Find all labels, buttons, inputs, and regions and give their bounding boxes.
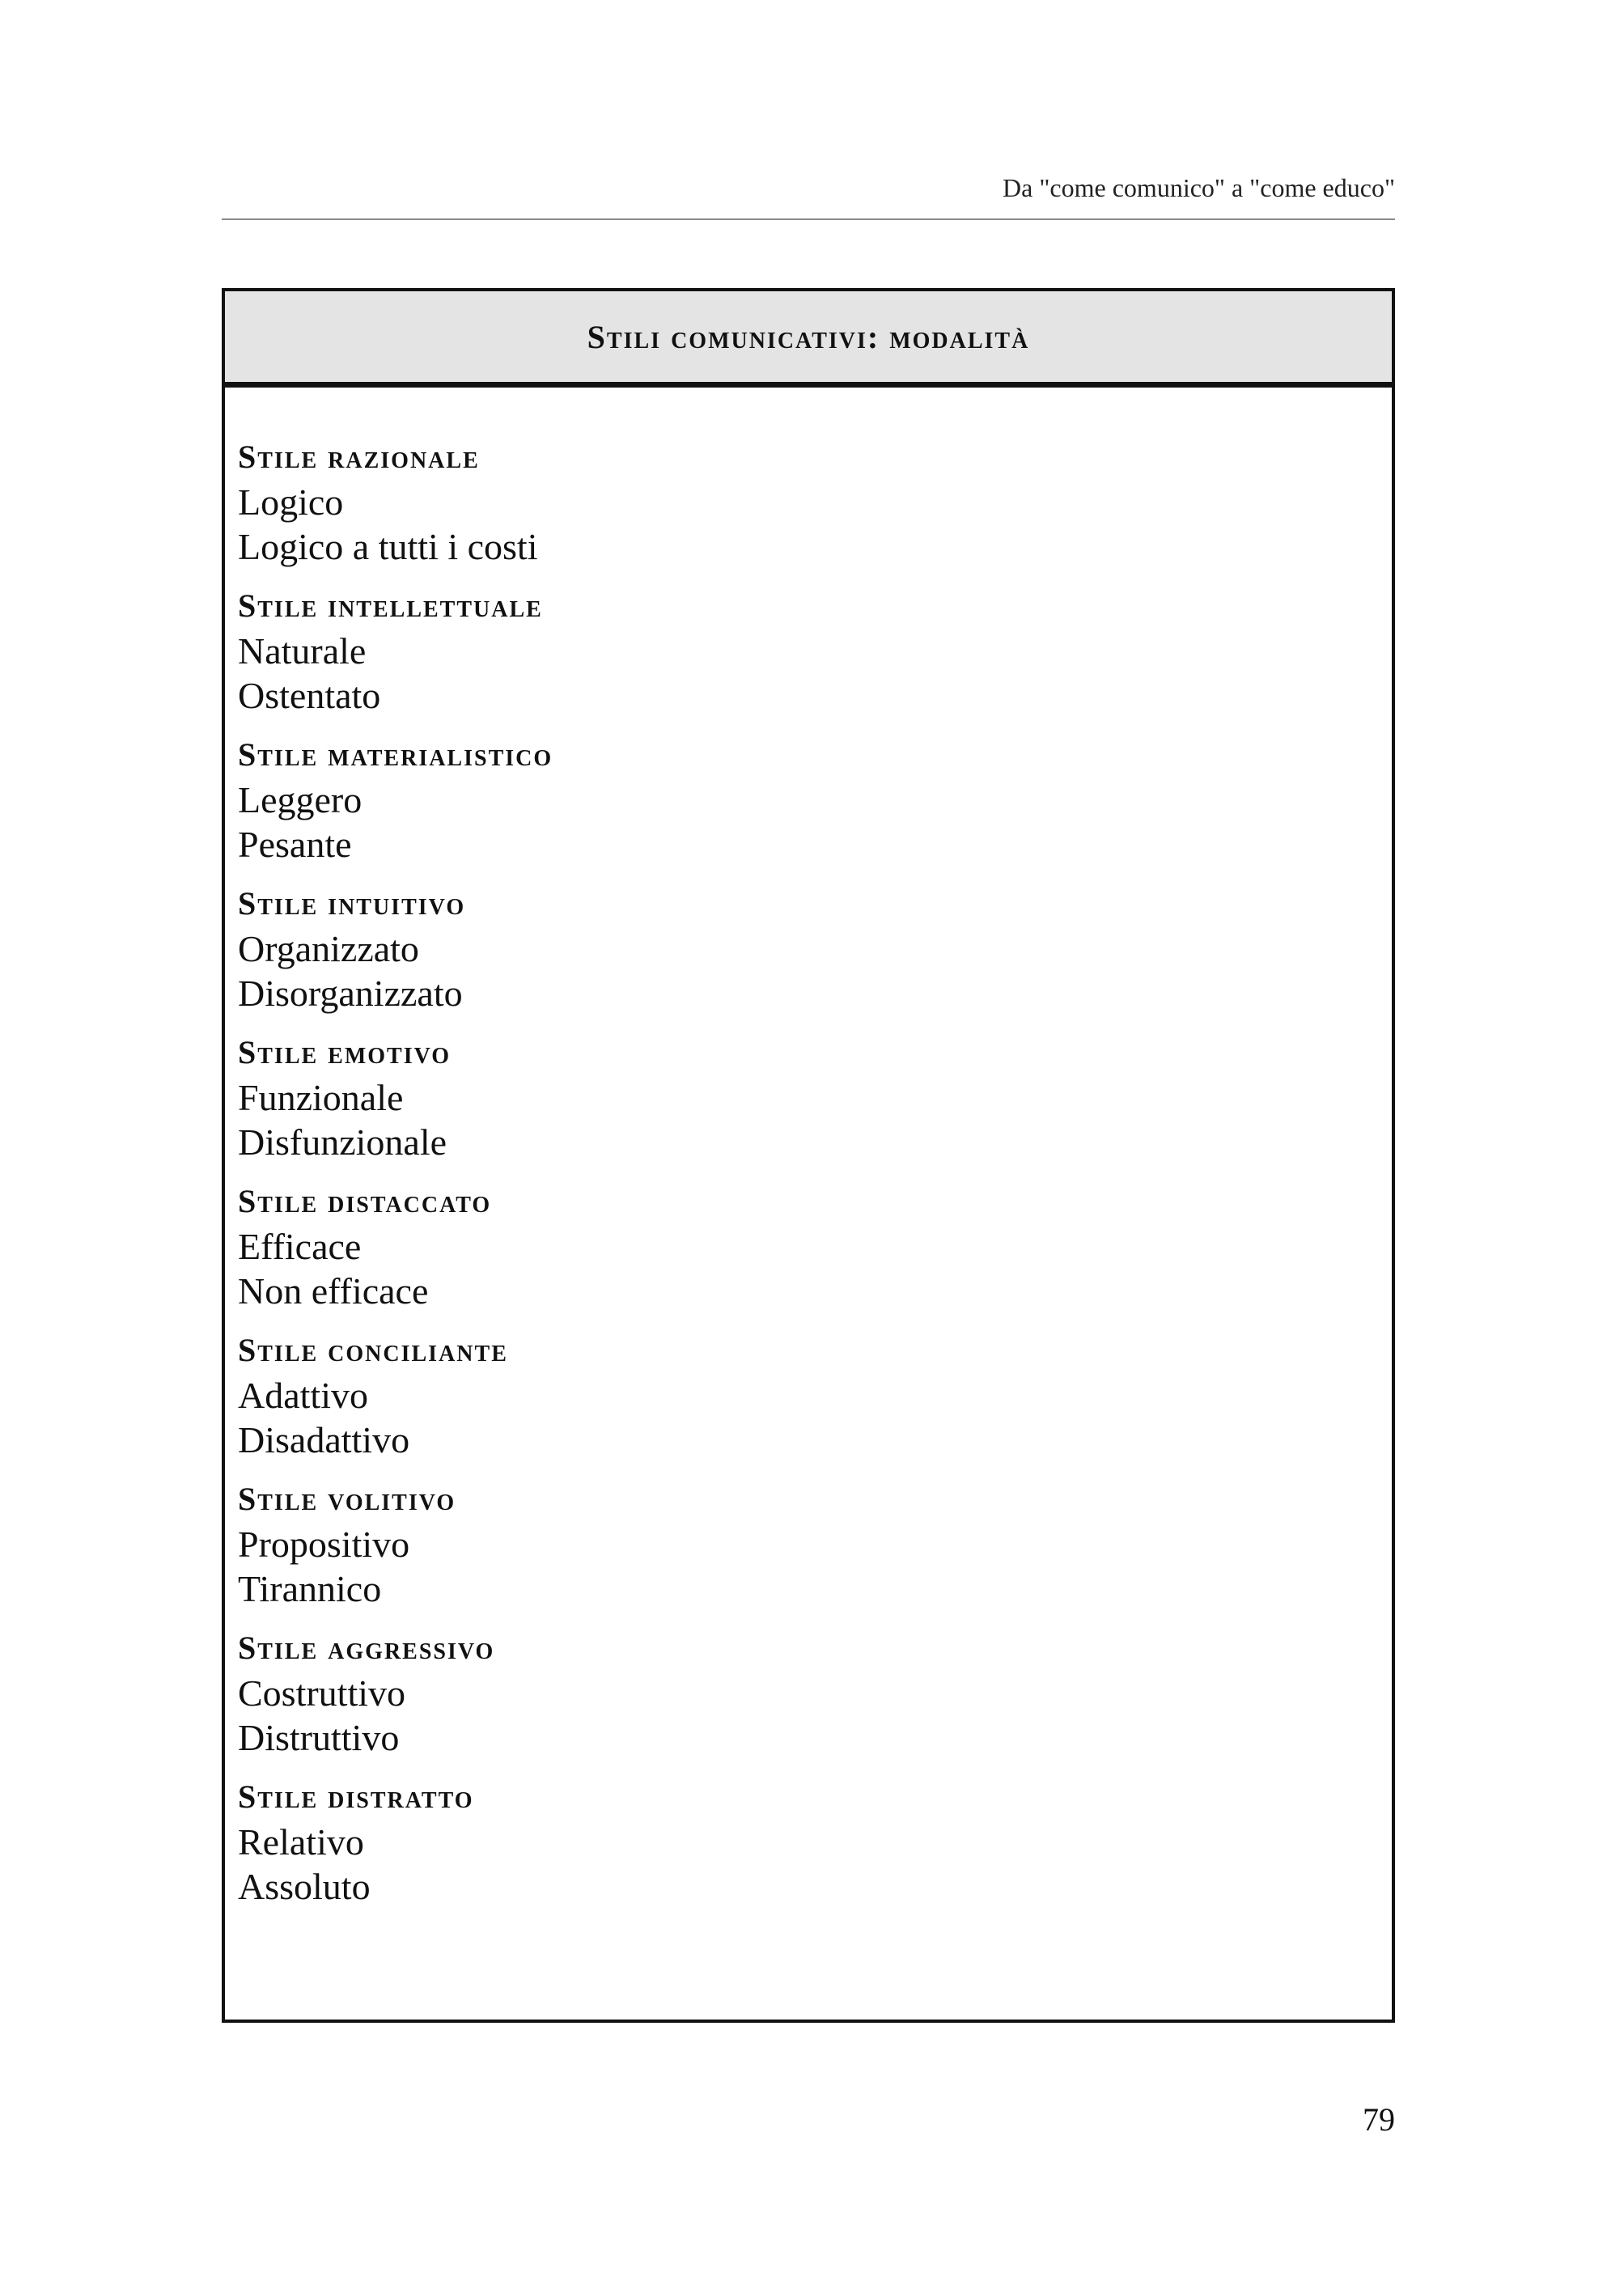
style-item: Propositivo — [238, 1524, 410, 1565]
style-item: Costruttivo — [238, 1672, 406, 1714]
style-item: Logico a tutti i costi — [238, 526, 538, 567]
style-item: Naturale — [238, 630, 367, 672]
style-item: Tirannico — [238, 1568, 382, 1609]
style-item: Organizzato — [238, 928, 419, 969]
style-block — [238, 587, 1392, 718]
style-block — [238, 1033, 1392, 1164]
page-number: 79 — [1363, 2101, 1395, 2138]
style-heading: Stile volitivo — [238, 1481, 456, 1517]
style-block — [238, 1778, 1392, 1909]
style-block — [238, 884, 1392, 1015]
style-item: Assoluto — [238, 1866, 371, 1907]
style-item: Disadattivo — [238, 1419, 410, 1460]
box-title: Stili comunicativi: modalità — [587, 318, 1030, 355]
style-block — [238, 1480, 1392, 1611]
style-item: Ostentato — [238, 675, 381, 716]
style-item: Funzionale — [238, 1077, 404, 1118]
style-heading: Stile aggressivo — [238, 1630, 495, 1666]
style-item: Non efficace — [238, 1270, 429, 1312]
style-heading: Stile conciliante — [238, 1332, 508, 1368]
running-header: Da "come comunico" a "come educo" — [1003, 173, 1395, 202]
box-body — [225, 388, 1392, 1909]
style-block — [238, 1182, 1392, 1313]
style-item: Distruttivo — [238, 1717, 400, 1758]
style-item: Disorganizzato — [238, 973, 463, 1014]
box-header — [225, 291, 1392, 388]
style-heading: Stile intellettuale — [238, 587, 543, 624]
style-item: Relativo — [238, 1821, 364, 1863]
style-item: Adattivo — [238, 1375, 368, 1416]
style-heading: Stile materialistico — [238, 736, 553, 773]
style-item: Efficace — [238, 1226, 362, 1267]
style-heading: Stile distratto — [238, 1778, 474, 1815]
style-heading: Stile emotivo — [238, 1034, 452, 1070]
style-block — [238, 735, 1392, 867]
style-item: Disfunzionale — [238, 1121, 447, 1163]
style-block — [238, 1331, 1392, 1462]
header-rule — [222, 218, 1395, 220]
style-block — [238, 1629, 1392, 1760]
style-heading: Stile razionale — [238, 439, 480, 475]
styles-box — [222, 288, 1395, 2023]
style-block — [238, 438, 1392, 569]
style-item: Logico — [238, 481, 344, 523]
style-heading: Stile distaccato — [238, 1183, 492, 1219]
style-heading: Stile intuitivo — [238, 885, 466, 922]
style-item: Leggero — [238, 779, 363, 820]
style-item: Pesante — [238, 824, 352, 865]
